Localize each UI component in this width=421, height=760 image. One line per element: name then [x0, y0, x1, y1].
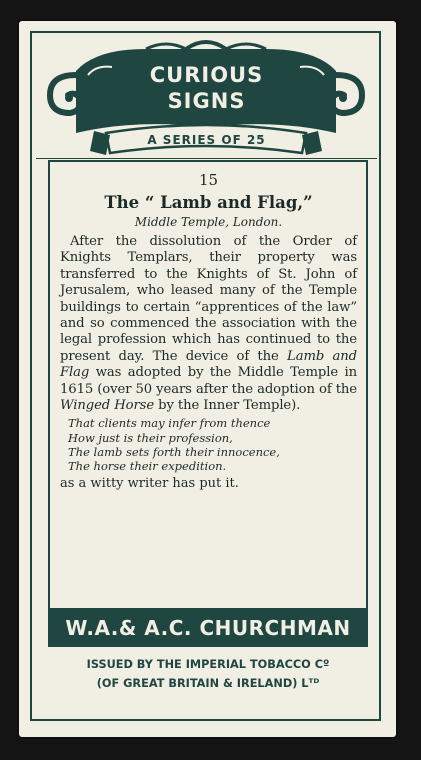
description-paragraph — [60, 234, 357, 414]
manufacturer-banner: W.A.& A.C. CHURCHMAN — [48, 609, 368, 647]
issuer-line2: (OF GREAT BRITAIN & IRELAND) Lᵀᴰ — [96, 677, 320, 690]
verse-line: The horse their expedition. — [68, 459, 227, 474]
card-body — [60, 170, 357, 492]
description-part3: by the Inner Temple). — [154, 398, 301, 414]
series-title-line2: SIGNS — [167, 89, 246, 113]
verse-quote — [60, 416, 357, 473]
card-number: 15 — [198, 171, 219, 189]
card-title: The “ Lamb and Flag,” — [104, 193, 313, 212]
series-title-line1: CURIOUS — [149, 63, 264, 87]
verse-line: That clients may infer from thence — [68, 416, 271, 431]
card-subtitle: Middle Temple, London. — [134, 215, 283, 229]
issuer-line1: ISSUED BY THE IMPERIAL TOBACCO Cº — [86, 658, 330, 671]
verse-line: How just is their profession, — [68, 430, 233, 445]
description-part2: was adopted by the Middle Temple in 1615 (over 50 years after the adoption of the — [60, 365, 358, 397]
description-italic-lamb: Lamb and Flag — [60, 348, 357, 381]
issuer-footer — [48, 655, 368, 693]
cigarette-card — [19, 21, 396, 737]
closing-line: as a witty writer has put it. — [60, 476, 239, 492]
verse-line: The lamb sets forth their innocence, — [68, 444, 280, 459]
description-part1: After the dissolution of the Order of Knights Templars, their property was transferred to the Knights of St. John of Jerusalem, who leased many of the Temple buildings to certain “apprentices of the law” and so commenced the association with the legal profession which has continued to the present day. The device of the — [60, 234, 357, 364]
description-italic-horse: Winged Horse — [60, 398, 155, 414]
header-banner — [36, 35, 377, 159]
series-count: A SERIES OF 25 — [147, 133, 266, 147]
